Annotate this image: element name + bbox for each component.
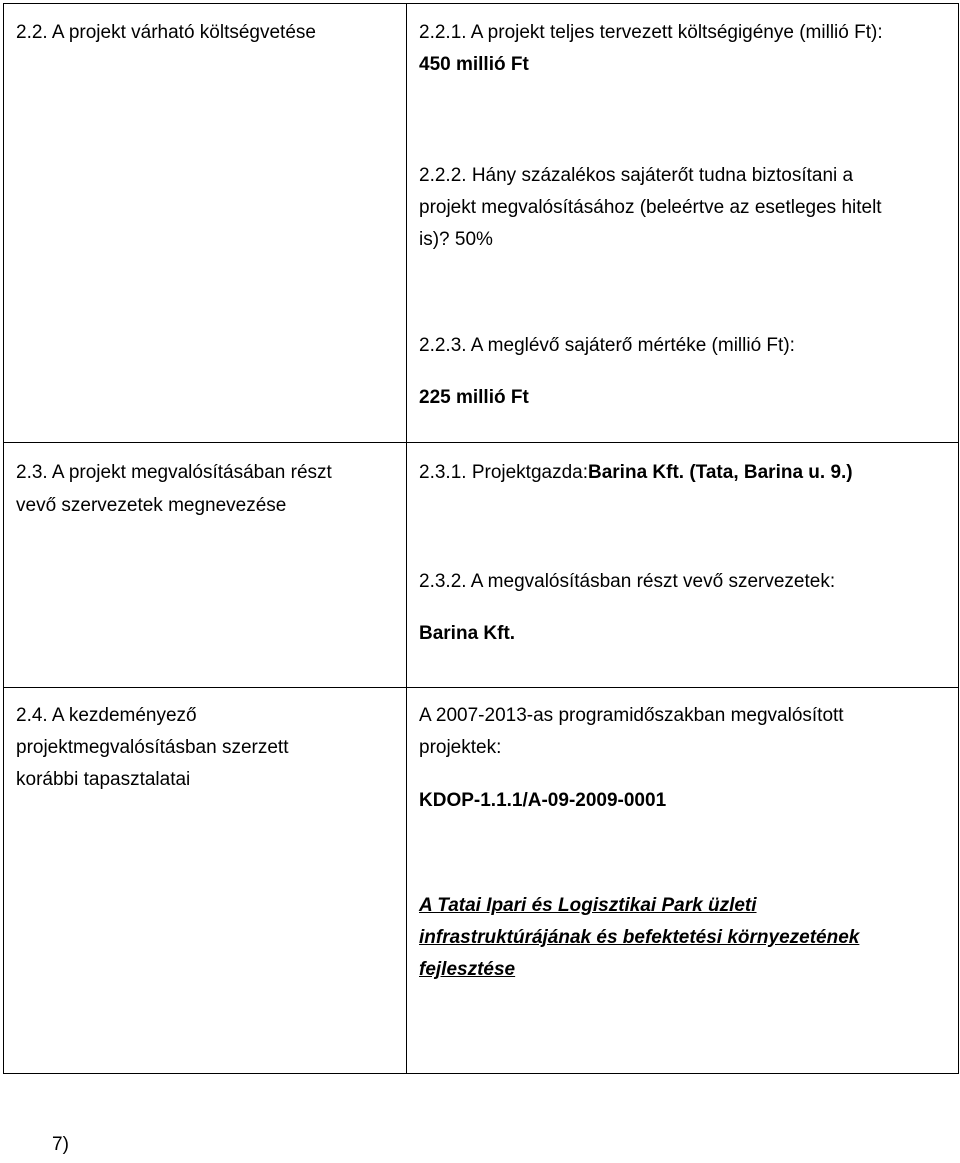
experience-intro-line-1: A 2007-2013-as programidőszakban megvalósított	[419, 705, 844, 726]
project-title-line-2: infrastruktúrájának és befektetési környezetének	[419, 927, 860, 948]
question-2-3-1	[419, 457, 853, 489]
row-budget	[4, 4, 959, 443]
answer-2-2-1: 450 millió Ft	[419, 54, 529, 75]
section-label-2-4-line-1: 2.4. A kezdeményező	[16, 705, 197, 726]
answer-2-2-2: 50%	[454, 229, 493, 250]
experience-intro-line-2: projektek:	[419, 737, 502, 758]
section-label-2-2: 2.2. A projekt várható költségvetése	[16, 22, 316, 43]
answer-2-2-3: 225 millió Ft	[419, 387, 529, 408]
section-label-2-4-line-3: korábbi tapasztalatai	[16, 769, 191, 790]
row-experience	[4, 688, 959, 1074]
question-2-2-3: 2.2.3. A meglévő sajáterő mértéke (millió Ft):	[419, 335, 795, 356]
page-number: 7)	[52, 1134, 69, 1155]
content-cell-organizations	[407, 443, 959, 688]
project-form-table	[3, 3, 959, 1074]
section-label-2-4-line-2: projektmegvalósításban szerzett	[16, 737, 289, 758]
project-title-line-1: A Tatai Ipari és Logisztikai Park üzleti	[419, 895, 757, 916]
project-title-line-3: fejlesztése	[419, 959, 516, 980]
question-2-3-1-prefix: 2.3.1. Projektgazda:	[419, 462, 588, 483]
label-cell-experience	[4, 688, 407, 1074]
question-2-2-2-line-2: projekt megvalósításához (beleértve az esetleges hitelt	[419, 197, 882, 218]
question-2-2-1: 2.2.1. A projekt teljes tervezett költségigénye (millió Ft):	[419, 22, 883, 43]
content-cell-budget	[407, 4, 959, 443]
content-cell-experience	[407, 688, 959, 1074]
section-label-2-3-line-2: vevő szervezetek megnevezése	[16, 495, 287, 516]
answer-2-3-1: Barina Kft. (Tata, Barina u. 9.)	[588, 462, 853, 483]
label-cell-organizations	[4, 443, 407, 688]
question-2-2-2-line-3-text: is)?	[419, 229, 455, 250]
project-id: KDOP-1.1.1/A-09-2009-0001	[419, 790, 667, 811]
question-2-2-2-line-1: 2.2.2. Hány százalékos sajáterőt tudna biztosítani a	[419, 165, 854, 186]
question-2-2-2-line-3	[419, 224, 493, 256]
section-label-2-3-line-1: 2.3. A projekt megvalósításában részt	[16, 462, 332, 483]
label-cell-budget	[4, 4, 407, 443]
question-2-3-2: 2.3.2. A megvalósításban részt vevő szervezetek:	[419, 571, 836, 592]
row-organizations	[4, 443, 959, 688]
answer-2-3-2: Barina Kft.	[419, 623, 516, 644]
